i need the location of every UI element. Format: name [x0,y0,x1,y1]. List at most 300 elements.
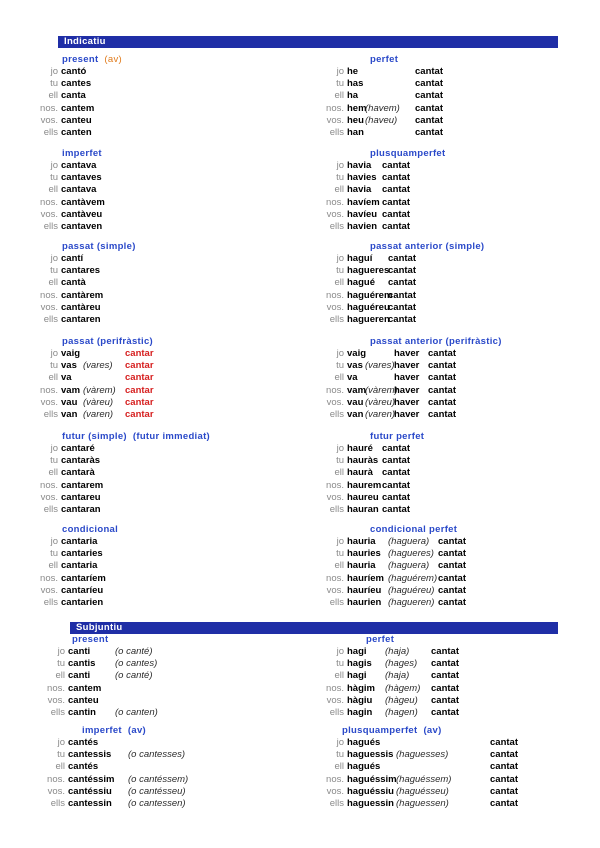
tense-name: condicional [62,524,119,535]
alt-form: (varen) [83,408,114,420]
verb-form: cantés [68,737,99,748]
pronoun: ell [334,90,344,102]
auxiliary: hagi [347,670,367,682]
participle: cantat [415,90,443,102]
participle: cantat [388,253,416,264]
conjugation-row [32,504,210,516]
pronoun: ell [55,670,65,682]
tense-title [300,54,398,66]
conjugation-row [32,492,210,504]
conjugation-row [32,221,102,233]
alt-form: (haguéreu) [388,584,435,596]
conjugation-row [300,682,459,695]
auxiliary: havíem [347,196,380,208]
verb-form: canta [61,90,86,102]
alt-form: (o cantéssem) [128,773,189,785]
conjugation-row [300,572,466,585]
verb-form: vas [61,360,77,372]
tense-block [32,241,136,326]
pronoun: tu [50,455,58,467]
tense-block [32,431,210,516]
pronoun: ells [50,706,65,718]
auxiliary: haurà [347,467,373,479]
auxiliary: haguí [347,253,373,264]
auxiliary: hauria [347,536,376,547]
conjugation-row [300,197,445,209]
tense-name: present [62,54,99,65]
tense-title [32,431,210,443]
conjugation-row [300,302,484,314]
verb-form: canteu [61,114,92,126]
participle: cantat [415,102,443,114]
alt-form: (o cantessen) [128,797,186,809]
pronoun: vos. [326,396,344,408]
alt-form: (vares) [83,360,113,372]
pronoun: ell [48,560,58,572]
verb-form: canti [68,646,91,657]
conjugation-row [300,560,466,572]
pronoun: ell [48,184,58,196]
participle: cantat [415,78,443,90]
conjugation-row [300,277,484,289]
participle: cantat [415,66,443,77]
pronoun: vos. [326,114,344,126]
pronoun: jo [336,646,344,657]
participle: cantat [438,560,466,572]
pronoun: tu [336,265,344,277]
participle: cantat [388,265,416,277]
tense-block [32,725,189,810]
auxiliary: has [347,78,364,90]
auxiliary: he [347,66,359,77]
participle: cantat [490,797,518,809]
auxiliary: van [347,408,364,420]
conjugation-row [300,443,424,455]
alt-form: (hagueren) [388,596,435,608]
pronoun: vos. [326,301,344,313]
participle: cantat [388,313,416,325]
auxiliary: han [347,126,364,138]
av-marker: (av) [423,725,442,736]
verb-form: vaig [61,348,81,359]
auxiliary-infinitive: haver [394,396,420,408]
pronoun: ells [329,408,344,420]
auxiliary: hagués [347,761,381,773]
pronoun: ells [329,596,344,608]
pronoun: ells [329,503,344,515]
alt-form: (varen) [365,408,396,420]
verb-form: cantem [68,682,102,694]
auxiliary: havíeu [347,208,378,220]
conjugation-row [300,397,502,409]
auxiliary: hauríeu [347,584,382,596]
auxiliary: hàgim [347,682,375,694]
tense-title [32,524,118,536]
pronoun: ell [55,761,65,773]
conjugation-row [32,773,189,786]
conjugation-row [32,78,122,90]
tense-block [300,148,445,233]
auxiliary: haureu [347,491,379,503]
pronoun: vos. [326,694,344,706]
alt-form: (haveu) [365,114,398,126]
pronoun: tu [336,658,344,670]
tense-name: condicional perfet [370,524,458,535]
pronoun: tu [50,78,58,90]
conjugation-row [32,209,102,221]
conjugation-row [32,290,136,302]
conjugation-row [300,126,443,139]
auxiliary: hauré [347,443,373,454]
verb-form: canti [68,670,91,682]
participle: cantat [382,479,410,491]
conjugation-row [300,385,502,397]
participle: cantat [388,277,416,289]
conjugation-row [32,749,186,761]
conjugation-row [300,797,518,810]
conjugation-row [32,683,108,695]
verb-form: cantàrem [61,289,104,301]
tense-name: perfet [370,54,399,65]
pronoun: nos. [40,384,58,396]
conjugation-row [300,670,459,682]
auxiliary: vau [347,396,364,408]
conjugation-row [300,90,443,102]
conjugation-row [300,492,424,504]
tense-title [32,634,108,646]
participle: cantat [438,596,466,608]
verb-form: cantava [61,184,97,196]
verb-form: cantessis [68,749,112,761]
conjugation-row [300,455,424,467]
pronoun: nos. [47,773,65,785]
participle: cantat [431,646,459,657]
pronoun: ells [43,503,58,515]
pronoun: ells [43,126,58,138]
pronoun: jo [336,536,344,547]
tense-name: passat (perifràstic) [62,336,154,347]
alt-form: (haguessen) [396,797,449,809]
pronoun: jo [50,348,58,359]
verb-form: cantares [61,265,101,277]
alt-form: (hàgem) [385,682,421,694]
tense-name: passat anterior (simple) [370,241,485,252]
tense-title [32,336,153,348]
conjugation-row [300,467,424,479]
pronoun: vos. [40,491,58,503]
conjugation-row [300,348,502,360]
tense-title [32,241,136,253]
conjugation-row [32,172,102,184]
pronoun: ell [334,761,344,773]
alt-form: (hagueres) [388,548,434,560]
participle: cantat [382,172,410,184]
pronoun: vos. [40,396,58,408]
alt-form: (haguéssem) [396,773,452,785]
pronoun: ells [329,706,344,718]
alt-form: (haja) [385,646,410,657]
auxiliary: havia [347,184,372,196]
participle: cantat [428,360,456,372]
tense-block [32,54,122,139]
pronoun: jo [57,737,65,748]
auxiliary: hem [347,102,367,114]
tense-name: plusquamperfet [370,148,446,159]
conjugation-row [32,658,158,670]
pronoun: ell [48,90,58,102]
conjugation-row [300,706,459,719]
participle: cantat [431,706,459,718]
auxiliary: haguessis [347,749,394,761]
pronoun: ell [48,277,58,289]
auxiliary: hagin [347,706,373,718]
verb-form: canteu [68,694,99,706]
conjugation-row [32,560,118,572]
verb-form: cantis [68,658,96,670]
pronoun: ells [329,313,344,325]
conjugation-row [32,314,136,326]
pronoun: tu [50,172,58,184]
conjugation-row [300,548,466,560]
participle: cantat [382,455,410,467]
conjugation-row [32,385,153,397]
alt-form: (haguesses) [396,749,449,761]
indicatiu-header: Indicatiu [58,36,558,48]
av-marker: (av) [127,725,146,736]
participle: cantat [428,396,456,408]
conjugation-row [300,737,518,749]
conjugation-row [32,443,210,455]
tense-block [300,431,424,516]
alt-form: (vares) [365,360,395,372]
pronoun: nos. [326,773,344,785]
tense-title [32,725,146,737]
participle: cantat [382,503,410,515]
verb-form: cantàreu [61,301,101,313]
verb-form: cantaran [61,503,101,515]
pronoun: vos. [40,301,58,313]
auxiliary: hàgiu [347,694,373,706]
conjugation-row [32,597,118,609]
tense-block [32,524,118,609]
conjugation-row [300,504,424,516]
alt-form: (vàreu) [83,396,114,408]
participle: cantat [490,761,518,773]
participle: cantat [382,443,410,454]
pronoun: jo [336,443,344,454]
participle: cantat [438,584,466,596]
conjugation-row [300,102,443,115]
tense-name: passat anterior (perifràstic) [370,336,502,347]
auxiliary: hauran [347,503,379,515]
participle: cantat [382,220,410,232]
pronoun: jo [50,160,58,171]
conjugation-row [300,290,484,302]
conjugation-row [300,409,502,421]
pronoun: vos. [326,785,344,797]
auxiliary: hauríem [347,572,384,584]
tense-block [300,54,443,139]
pronoun: ells [43,313,58,325]
conjugation-row [300,360,502,372]
alt-form: (o canten) [115,706,158,718]
verb-form: cantà [61,277,86,289]
subjuntiu-header: Subjuntiu [70,622,558,634]
conjugation-row [300,172,445,184]
participle: cantat [428,408,456,420]
verb-form: cantareu [61,491,101,503]
conjugation-row [300,694,459,707]
tense-title [300,634,394,646]
pronoun: jo [336,160,344,171]
pronoun: ell [48,467,58,479]
pronoun: nos. [326,572,344,584]
verb-form: cantaré [61,443,95,454]
auxiliary: hagueres [347,265,390,277]
conjugation-row [300,372,502,384]
conjugation-row [32,160,102,172]
verb-form: cantàveu [61,208,103,220]
conjugation-row [300,761,518,773]
conjugation-row [32,277,136,289]
alt-form: (havem) [365,102,400,114]
auxiliary: hagis [347,658,372,670]
alt-form: (o canté) [115,670,153,682]
conjugation-row [32,480,210,492]
verb-form: van [61,408,78,420]
participle: cantat [388,289,416,301]
alt-form: (haguera) [388,560,430,572]
pronoun: ells [329,797,344,809]
tense-name: passat (simple) [62,241,136,252]
participle: cantat [382,160,410,171]
conjugation-row [32,646,153,658]
conjugation-row [32,66,122,78]
conjugation-row [32,103,122,115]
participle: cantat [382,184,410,196]
pronoun: ell [334,372,344,384]
verb-form: cantarà [61,467,95,479]
participle: cantat [382,467,410,479]
participle: cantat [382,491,410,503]
auxiliary-infinitive: haver [394,384,420,396]
verb-form: cantéssim [68,773,115,785]
verb-form: cantaven [61,220,103,232]
infinitive: cantar [125,372,154,384]
pronoun: jo [50,66,58,77]
verb-form: cantaràs [61,455,101,467]
conjugation-row [32,127,122,139]
conjugation-row [300,78,443,90]
auxiliary: vaig [347,348,367,359]
verb-form: cantarien [61,596,104,608]
auxiliary: haguéreu [347,301,390,313]
conjugation-row [32,115,122,127]
participle: cantat [431,682,459,694]
verb-form: cantaria [61,536,98,547]
conjugation-row [32,737,146,749]
pronoun: ell [334,277,344,289]
pronoun: ell [334,184,344,196]
tense-name: perfet [366,634,395,645]
pronoun: nos. [40,102,58,114]
tense-block [300,241,484,326]
verb-form: cantin [68,706,96,718]
participle: cantat [490,737,518,748]
verb-form: cantó [61,66,87,77]
conjugation-row [300,773,518,786]
pronoun: ell [334,560,344,572]
alt-form: (vàrem) [365,384,398,396]
tense-block [300,725,518,810]
auxiliary: havies [347,172,377,184]
tense-name: futur perfet [370,431,425,442]
tense-name: plusquamperfet [342,725,418,736]
verb-form: vam [61,384,81,396]
verb-form: cantéssiu [68,785,112,797]
participle: cantat [431,658,459,670]
pronoun: tu [50,265,58,277]
alt-form: (haguera) [388,536,430,547]
alt-form: (haguésseu) [396,785,449,797]
conjugation-row [300,658,459,670]
tense-block [32,336,153,421]
auxiliary: haguérem [347,289,393,301]
pronoun: nos. [40,196,58,208]
verb-form: cantes [61,78,92,90]
pronoun: jo [50,253,58,264]
conjugation-row [300,209,445,221]
tense-title [32,148,102,160]
alt-form: (o cantésseu) [128,785,186,797]
pronoun: ell [48,372,58,384]
conjugation-row [300,480,424,492]
participle: cantat [382,208,410,220]
tense-title [300,148,445,160]
auxiliary-infinitive: haver [394,372,420,384]
tense-name: present [72,634,109,645]
auxiliary: haguéssiu [347,785,394,797]
tense-title [32,54,122,66]
pronoun: tu [336,455,344,467]
auxiliary: hagué [347,277,375,289]
verb-form: cantí [61,253,84,264]
pronoun: vos. [40,114,58,126]
conjugation-row [32,797,186,810]
tense-extra: (futur immediat) [132,431,211,442]
alt-form: (vàrem) [83,384,116,396]
auxiliary: haguessin [347,797,394,809]
participle: cantat [438,548,466,560]
alt-form: (hagen) [385,706,418,718]
conjugation-row [300,596,466,609]
verb-form: cantem [61,102,95,114]
conjugation-row [32,348,153,360]
pronoun: ell [334,670,344,682]
participle: cantat [490,773,518,785]
av-marker: (av) [104,54,122,65]
verb-form: cantarem [61,479,104,491]
conjugation-row [300,314,484,326]
tense-title [300,524,457,536]
pronoun: jo [336,737,344,748]
conjugation-row [32,785,186,798]
pronoun: tu [336,548,344,560]
pronoun: nos. [40,479,58,491]
pronoun: ells [50,797,65,809]
infinitive: cantar [125,408,154,420]
participle: cantat [431,670,459,682]
